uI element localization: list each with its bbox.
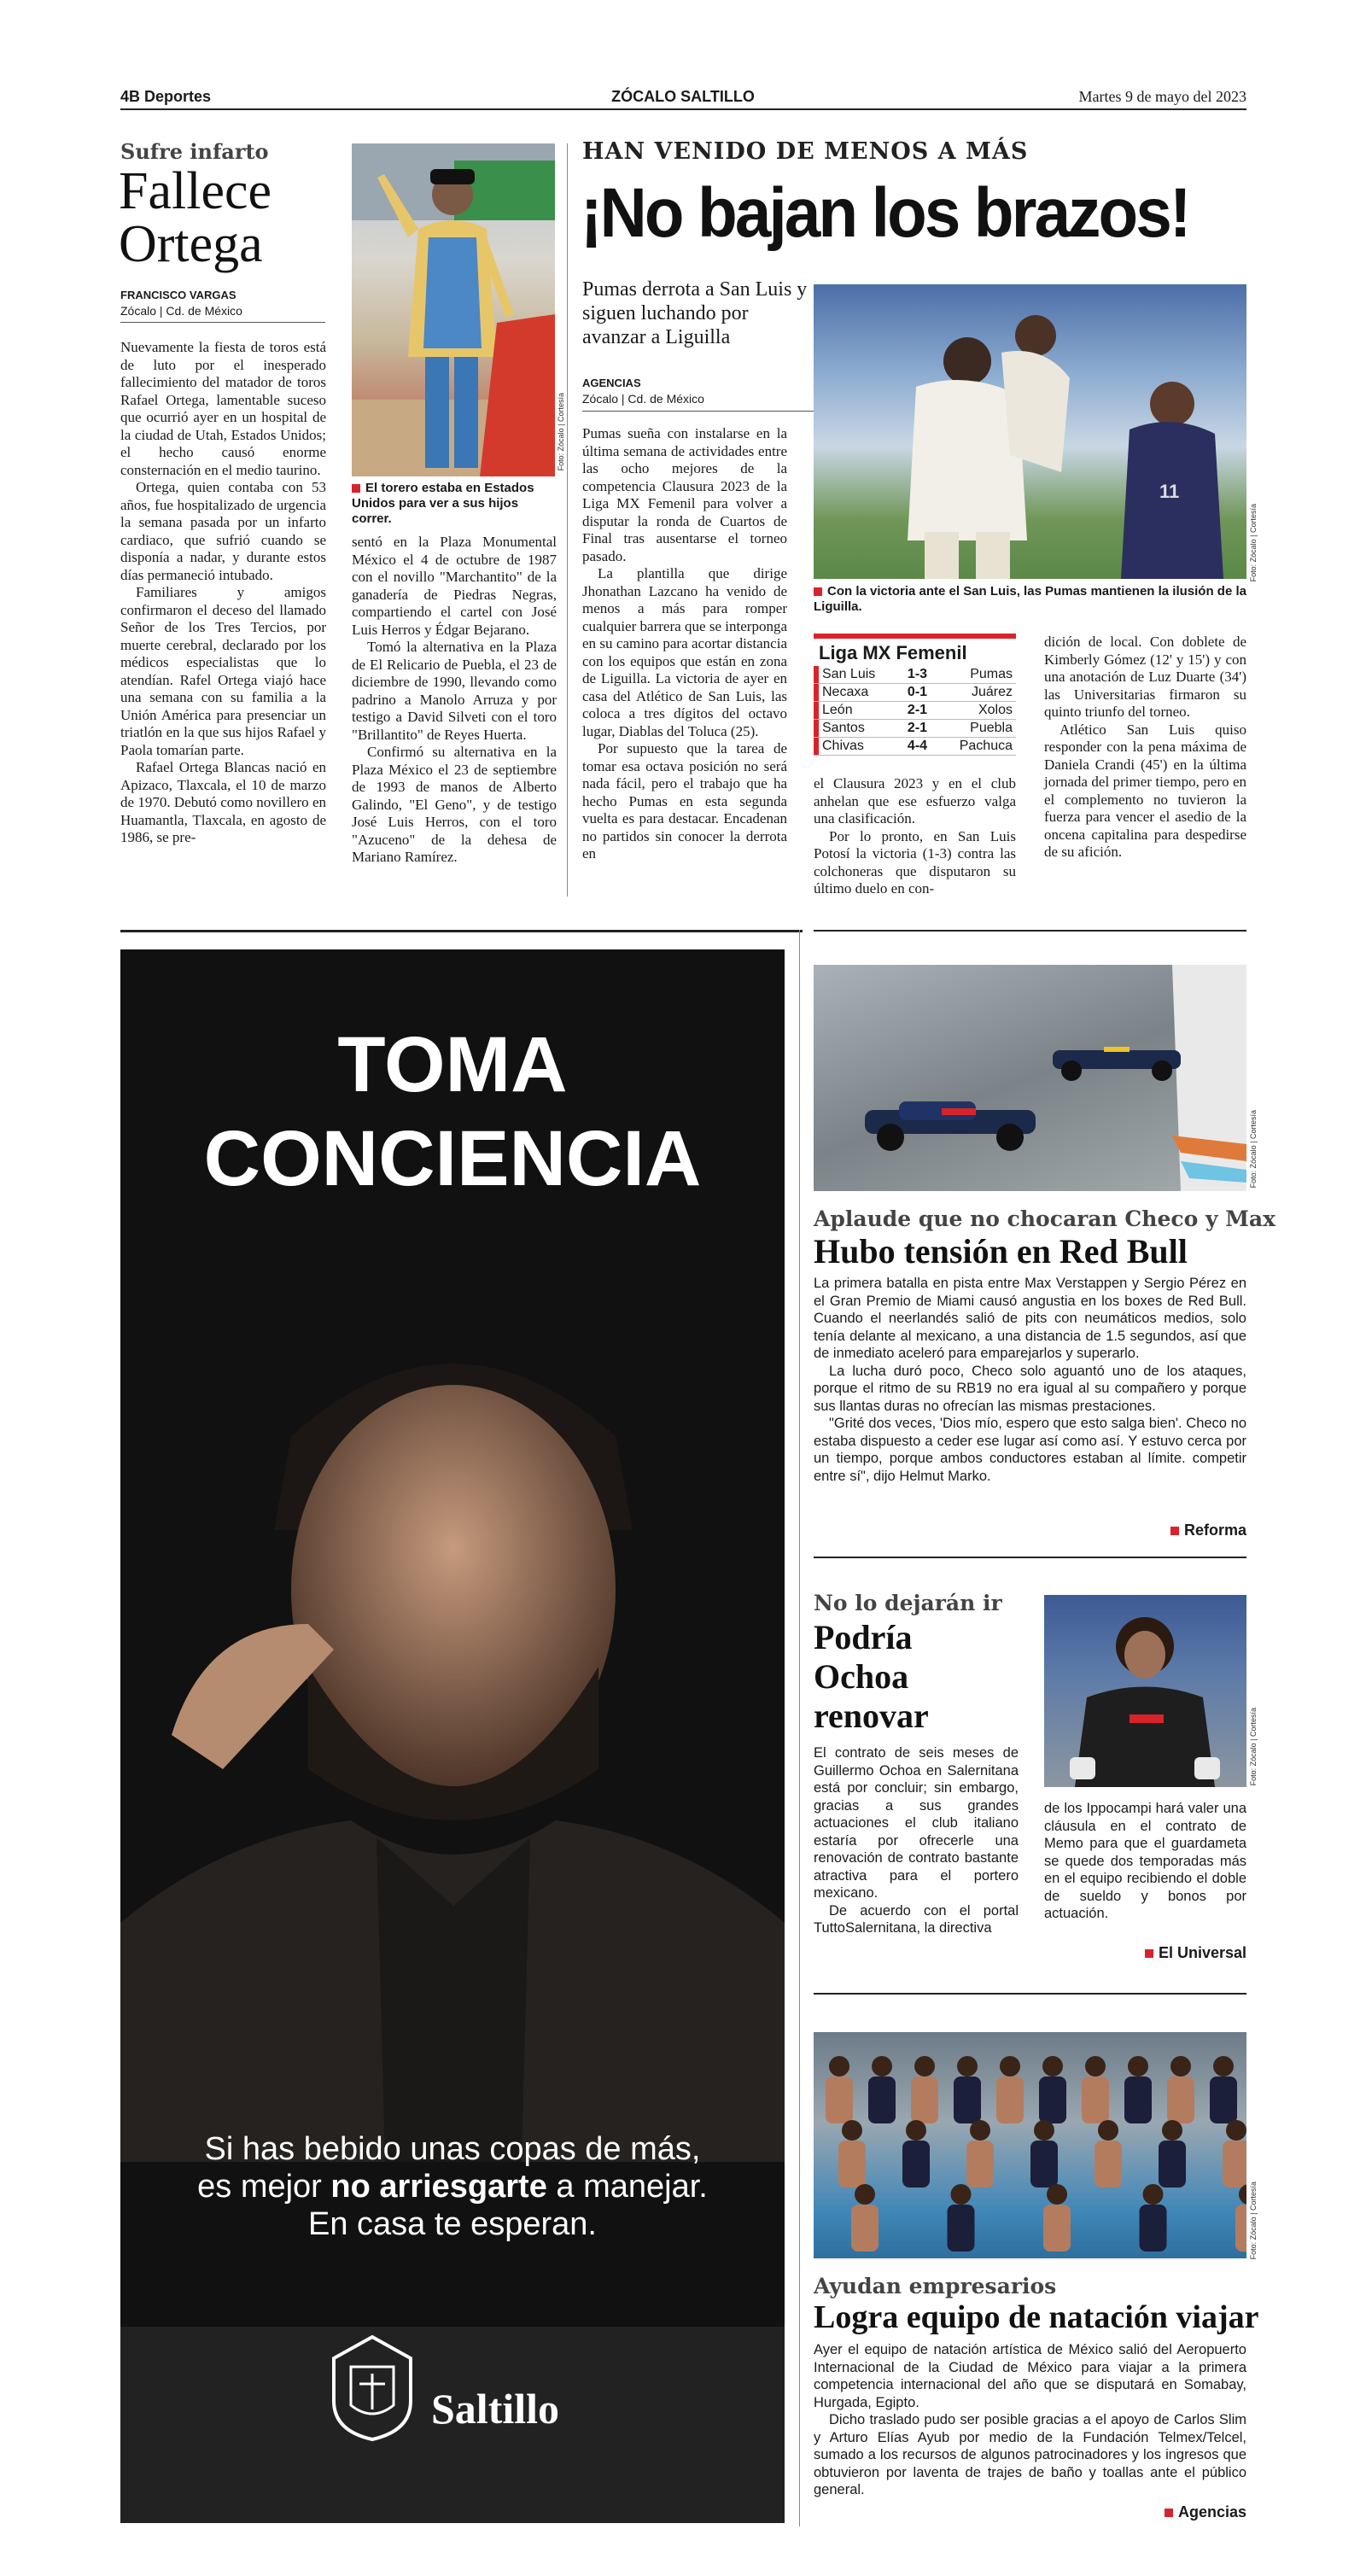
- pumas-para: La plantilla que dirige Jhonathan Lazcano ha venido de menos a más para romper cualquier barrera que se interponga en su camino para acortar distancia con los equipos que están en zona de Liguilla. La victoria de ayer en casa del Atlético de San Luis, las coloca a tres dígitos del octavo lugar, Diablas del Toluca (25).: [582, 565, 787, 739]
- ad-title: [120, 1018, 785, 1206]
- natacion-body: [814, 2341, 1246, 2499]
- swimmer-figure: [1140, 2184, 1167, 2252]
- pumas-caption: [814, 584, 1246, 615]
- swimmer-figure: [868, 2056, 896, 2123]
- ochoa-source: [1145, 1944, 1246, 1962]
- pumas-col3: [1044, 634, 1246, 862]
- ochoa-para: El contrato de seis meses de Guillermo Ochoa en Salernitana está por concluir; sin embargo, gracias a sus grandes actuaciones el club italiano estaría por ofrecerle una renovación de contrato bastante atractiva para el portero mexicano.: [814, 1745, 1019, 1901]
- swimmer-figure: [1030, 2120, 1058, 2188]
- caption-marker-icon: [814, 587, 822, 596]
- caption-marker-icon: [352, 484, 360, 493]
- ad-message-line1: Si has bebido unas copas de más,: [204, 2131, 701, 2167]
- pumas-author: AGENCIAS: [582, 377, 641, 389]
- ortega-col2: [352, 534, 557, 867]
- ochoa-kicker: No lo dejarán ir: [814, 1591, 1002, 1615]
- pumas-para: Por supuesto que la tarea de tomar esa octava posición no será nada fácil, pero el trabajo que ha hecho Pumas en esta segunda vuelta es para destacar. Encadenan no partidos sin conocer la derrota en: [582, 740, 787, 862]
- pumas-kicker: HAN VENIDO DE MENOS A MÁS: [582, 138, 1029, 165]
- redbull-headline: Hubo tensión en Red Bull: [814, 1232, 1188, 1270]
- natacion-photo-credit: Foto: Zócalo | Cortesía: [1249, 2182, 1258, 2260]
- redbull-photo: [814, 965, 1246, 1191]
- swimmer-figure: [1124, 2056, 1152, 2123]
- ortega-col1: [120, 339, 326, 847]
- ochoa-col2: [1044, 1800, 1246, 1923]
- match-score: 1-3: [900, 666, 936, 684]
- match-score: 0-1: [900, 684, 936, 702]
- natacion-source: [1165, 2503, 1246, 2521]
- redbull-para: "Grité dos veces, 'Dios mío, espero que esto salga bien'. Checo no estaba dispuesto a ceder ese lugar así como así. Y estuvo cerca por un tiempo, porque ambos conductores estaban al límite. competir entre sí", dijo Helmut Marko.: [814, 1416, 1246, 1484]
- pumas-headline: ¡No bajan los brazos!: [581, 174, 1189, 252]
- swimmer-figure: [996, 2056, 1024, 2123]
- ad-brand: Saltillo: [431, 2385, 560, 2433]
- pumas-byline-rule: [582, 411, 830, 412]
- advertisement: [120, 949, 785, 2523]
- pumas-photo-credit: Foto: Zócalo | Cortesía: [1249, 504, 1258, 582]
- ad-portrait: [120, 1223, 785, 2162]
- paper-name: ZÓCALO SALTILLO: [611, 88, 755, 105]
- swimmer-figure: [1235, 2184, 1246, 2252]
- ad-message: [120, 2130, 785, 2243]
- liga-result-row: [814, 666, 1016, 684]
- redbull-illustration: [814, 965, 1246, 1191]
- ad-message-line3: En casa te esperan.: [308, 2206, 597, 2242]
- swimmer-figure: [1039, 2056, 1066, 2123]
- swimmer-figure: [1043, 2184, 1071, 2252]
- vertical-divider: [799, 930, 800, 2526]
- home-team: Santos: [819, 720, 900, 738]
- natacion-source-text: Agencias: [1177, 2503, 1246, 2521]
- svg-text:11: 11: [1159, 481, 1180, 502]
- away-team: Xolos: [935, 702, 1016, 720]
- ortega-para: Ortega, quien contaba con 53 años, fue hospitalizado de urgencia la semana pasada por un infarto cardiaco, que sufrió cuando se disponía a nadar, y durante estos días permaneció intubado.: [120, 479, 326, 583]
- ochoa-para: De acuerdo con el portal TuttoSalernitana, la directiva: [814, 1902, 1019, 1936]
- torero-illustration: [352, 143, 555, 476]
- top-section-rule: [120, 930, 803, 932]
- redbull-body: [814, 1275, 1246, 1485]
- source-marker-icon: [1145, 1949, 1153, 1958]
- ad-message-line2-pre: es mejor: [197, 2169, 331, 2205]
- swimmer-figure: [1095, 2120, 1122, 2188]
- swimmer-figure: [948, 2184, 975, 2252]
- ochoa-headline: [814, 1618, 929, 1736]
- pumas-para: Pumas sueña con instalarse en la última semana de actividades entre las ocho mejores de la competencia Clausura 2023 de la Liga MX Femenil para volver a disputar la ronda de Cuartos de Final tras ausentarse el torneo pasado.: [582, 425, 787, 564]
- pumas-col1: [582, 425, 787, 863]
- liga-table-box: [814, 634, 1016, 756]
- match-score: 4-4: [900, 738, 936, 756]
- away-team: Pachuca: [935, 738, 1016, 756]
- liga-result-row: [814, 720, 1016, 738]
- pumas-para: el Clausura 2023 y en el club anhelan que ese esfuerzo valga una clasificación.: [814, 775, 1016, 827]
- home-team: Chivas: [819, 738, 900, 756]
- ochoa-illustration: [1044, 1595, 1246, 1787]
- pumas-deck: Pumas derrota a San Luis y siguen luchando por avanzar a Liguilla: [582, 278, 808, 348]
- ortega-headline: [119, 162, 272, 273]
- ad-title-line1: TOMA: [337, 1021, 568, 1108]
- liga-table-title: Liga MX Femenil: [819, 642, 967, 663]
- swimmer-figure: [1167, 2056, 1194, 2123]
- pumas-photo: [814, 284, 1246, 579]
- ochoa-headline-line1: Podría: [814, 1618, 913, 1656]
- ochoa-para: de los Ippocampi hará valer una cláusula en el contrato de Memo para que el guardameta se quede dos temporadas más en el equipo recibiendo el doble de sueldo y bonos por actuación.: [1044, 1801, 1246, 1921]
- swimmer-figure: [966, 2120, 994, 2188]
- away-team: Pumas: [935, 666, 1016, 684]
- ortega-headline-line1: Fallece: [119, 162, 272, 220]
- natacion-illustration: [814, 2032, 1246, 2258]
- liga-results-table: [814, 666, 1016, 756]
- pumas-para: Por lo pronto, en San Luis Potosí la victoria (1-3) contra las colchoneras que disputaron su último duelo en con-: [814, 827, 1016, 897]
- swimmer-figure: [838, 2120, 866, 2188]
- ochoa-photo: [1044, 1595, 1246, 1787]
- redbull-source-text: Reforma: [1183, 1522, 1246, 1539]
- ortega-author: FRANCISCO VARGAS: [120, 289, 236, 301]
- away-team: Puebla: [935, 720, 1016, 738]
- pumas-dateline: Zócalo | Cd. de México: [582, 392, 704, 406]
- ortega-para: Nuevamente la fiesta de toros está de luto por el inesperado fallecimiento del matador de toros Rafael Ortega, lamentable suceso que ocurrió ayer en un hospital de la ciudad de Utah, Estados Unidos; el hecho causó enorme consternación en el medio taurino.: [120, 339, 326, 478]
- torero-photo: [352, 143, 555, 476]
- ochoa-col1: [814, 1744, 1019, 1937]
- redbull-source: [1170, 1522, 1246, 1539]
- torero-caption: [352, 481, 557, 527]
- swimmer-figure: [1082, 2056, 1109, 2123]
- ortega-dateline: Zócalo | Cd. de México: [120, 304, 242, 318]
- natacion-para: Dicho traslado pudo ser posible gracias a el apoyo de Carlos Slim y Arturo Elías Ayub por medio de la Fundación Telmex/Telcel, sumado a los recursos de algunos patrocinadores y los ingresos que obtuvieron por laventa de trajes de baño y toallas ante el público general.: [814, 2412, 1246, 2497]
- ochoa-photo-credit: Foto: Zócalo | Cortesía: [1249, 1708, 1258, 1786]
- liga-result-row: [814, 684, 1016, 702]
- redbull-para: La lucha duró poco, Checo solo aguantó uno de los ataques, porque el ritmo de su RB19 no era igual al su compañero y porque sus llantas duras no ofrecían las mismas prestaciones.: [814, 1363, 1246, 1414]
- home-team: León: [819, 702, 900, 720]
- pumas-para: Atlético San Luis quiso responder con la pena máxima de Daniela Crandi (45') en la última jornada del primer tiempo, pero en el complemento no tuvieron la fuerza para vencer el asedio de la oncena capitalina para despedirse de su afición.: [1044, 721, 1246, 860]
- home-team: Necaxa: [819, 684, 900, 702]
- natacion-kicker: Ayudan empresarios: [814, 2274, 1057, 2299]
- torero-caption-text: El torero estaba en Estados Unidos para ver a sus hijos correr.: [352, 481, 534, 526]
- saltillo-shield-icon: [325, 2333, 419, 2444]
- ad-message-line2-bold: no arriesgarte: [330, 2169, 547, 2205]
- torero-photo-credit: Foto: Zócalo | Cortesía: [557, 393, 565, 471]
- ad-message-line2-post: a manejar.: [546, 2169, 708, 2205]
- ortega-kicker: Sufre infarto: [120, 139, 269, 164]
- swimmer-figure: [1223, 2120, 1246, 2188]
- liga-result-row: [814, 738, 1016, 756]
- swimmer-figure: [851, 2184, 879, 2252]
- ortega-para: sentó en la Plaza Monumental México el 4 de octubre de 1987 con el novillo "Marchantito" de la ganadería de Piedras Negras, compartiendo el cartel con José Luis Herros y Édgar Bejarano.: [352, 534, 557, 638]
- swimmer-figure: [911, 2056, 938, 2123]
- ad-title-line2: CONCIENCIA: [203, 1115, 702, 1202]
- ochoa-bottom-rule: [814, 1993, 1246, 1995]
- ad-message-line2: [120, 2168, 785, 2205]
- swimmer-figure: [826, 2056, 853, 2123]
- source-marker-icon: [1165, 2509, 1173, 2517]
- swimmer-figure: [902, 2120, 930, 2188]
- natacion-photo: [814, 2032, 1246, 2258]
- pumas-col2: [814, 775, 1016, 898]
- ortega-para: Confirmó su alternativa en la Plaza México el 23 de septiembre de 1993 de manos de Alberto Galindo, "El Geno", y de testigo José Luis Herros, con el toro "Azuceno" de la dehesa de Mariano Ramírez.: [352, 744, 557, 865]
- ochoa-source-text: El Universal: [1158, 1944, 1246, 1961]
- pumas-caption-text: Con la victoria ante el San Luis, las Pumas mantienen la ilusión de la Liguilla.: [814, 584, 1246, 614]
- ortega-para: Familiares y amigos confirmaron el deceso del llamado Señor de los Tres Tercios, por muerte cerebral, declarado por los médicos especialistas que lo atendían. Rafel Ortega viajó hace una semana con su familia a la Unión América para presenciar un triatlón en la que sus hijos Rafael y Paola tomarían parte.: [120, 584, 326, 758]
- match-score: 2-1: [900, 702, 936, 720]
- ortega-para: Tomó la alternativa en la Plaza de El Relicario de Puebla, el 23 de diciembre de 1990, llevando como padrino a Manolo Arruza y por testigo a David Silveti con el toro "Brillantito" de Reyes Huerta.: [352, 639, 557, 743]
- column-divider: [567, 143, 568, 897]
- liga-result-row: [814, 702, 1016, 720]
- home-team: San Luis: [819, 666, 900, 684]
- ochoa-headline-line3: renovar: [814, 1697, 929, 1735]
- swimmer-figure: [1159, 2120, 1186, 2188]
- redbull-para: La primera batalla en pista entre Max Verstappen y Sergio Pérez en el Gran Premio de Miami causó angustia en los boxes de Red Bull. Cuando el neerlandés salió de pits con neumáticos medios, solo tenía delante al mexicano, a una distancia de 1.5 segundos, así que de inmediato aceleró para emparejarlos y superarlo.: [814, 1276, 1246, 1361]
- natacion-para: Ayer el equipo de natación artística de México salió del Aeropuerto Internacional de la Ciudad de México para viajar a la primera competencia internacional del año que se disputará en Somabay, Hurgada, Egipto.: [814, 2342, 1246, 2410]
- natacion-headline: Logra equipo de natación viajar: [814, 2299, 1259, 2335]
- source-marker-icon: [1170, 1527, 1179, 1535]
- swimmer-figure: [954, 2056, 981, 2123]
- header-rule: [120, 108, 1246, 110]
- ortega-para: Rafael Ortega Blancas nació en Apizaco, Tlaxcala, el 10 de marzo de 1970. Debutó como novillero en Huamantla, Tlaxcala, en agosto de 1986, se pre-: [120, 759, 326, 845]
- match-score: 2-1: [900, 720, 936, 738]
- redbull-photo-credit: Foto: Zócalo | Cortesía: [1249, 1110, 1258, 1189]
- ortega-headline-line2: Ortega: [119, 215, 263, 273]
- away-team: Juárez: [935, 684, 1016, 702]
- pumas-illustration: [814, 284, 1246, 579]
- redbull-kicker: Aplaude que no chocaran Checo y Max: [814, 1206, 1276, 1231]
- ochoa-headline-line2: Ochoa: [814, 1657, 909, 1696]
- page-date: Martes 9 de mayo del 2023: [1078, 88, 1246, 105]
- redbull-top-rule: [814, 930, 1246, 932]
- swimmer-figure: [1210, 2056, 1237, 2123]
- ortega-byline-rule: [120, 322, 325, 323]
- redbull-bottom-rule: [814, 1557, 1246, 1558]
- pumas-para: dición de local. Con doblete de Kimberly Gómez (12' y 15') y con una anotación de Luz Duarte (34') las Universitarias firmaron su quinto triunfo del torneo.: [1044, 634, 1246, 720]
- section-label: 4B Deportes: [120, 88, 212, 105]
